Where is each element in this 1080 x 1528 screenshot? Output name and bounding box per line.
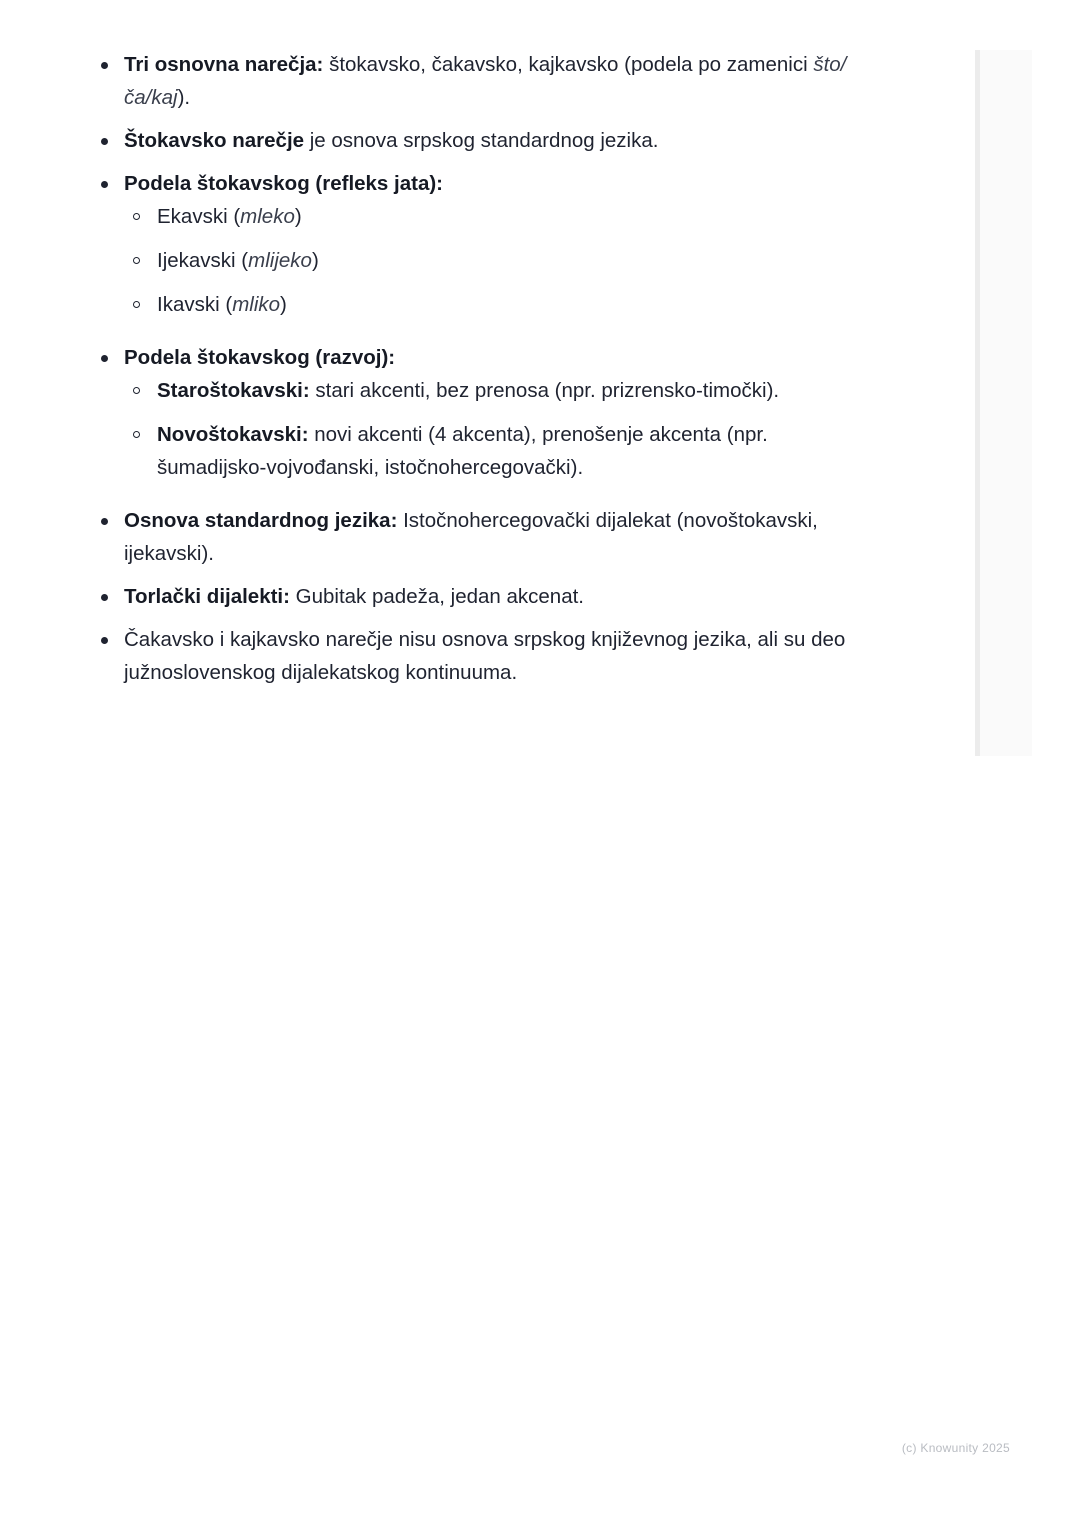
document-content	[0, 48, 860, 699]
sub-item-text: Ijekavski (	[157, 249, 249, 272]
sub-item-italic: mleko	[240, 205, 295, 228]
dialect-list	[0, 48, 860, 689]
sub-item-heading: Staroštokavski:	[157, 379, 310, 402]
item-text-tail: ).	[177, 86, 191, 109]
sublist-item-ijekavski	[157, 244, 860, 277]
item-heading: Štokavsko narečje	[124, 129, 305, 152]
sub-item-tail: )	[294, 205, 302, 228]
side-panel	[975, 50, 1032, 756]
sub-item-tail: )	[280, 293, 287, 316]
list-item-tri-osnovna	[124, 48, 860, 114]
list-item-torlacki	[124, 580, 860, 613]
item-heading: Podela štokavskog (razvoj):	[124, 346, 396, 369]
sub-item-text: Ekavski (	[157, 205, 241, 228]
sublist-refleks-jata	[124, 200, 860, 321]
item-text: je osnova srpskog standardnog jezika.	[304, 129, 659, 152]
sublist-item-ekavski	[157, 200, 860, 233]
item-text: štokavsko, čakavsko, kajkavsko (podela po zamenici	[323, 53, 814, 76]
sub-item-text: novi akcenti (4 akcenta), prenošenje akcenta (npr. šumadijsko-vojvođanski, istočnohercegovački).	[157, 423, 768, 479]
item-heading: Osnova standardnog jezika:	[124, 509, 398, 532]
list-item-osnova-standardnog	[124, 504, 860, 570]
sublist-item-ikavski	[157, 288, 860, 321]
item-heading: Torlački dijalekti:	[124, 585, 290, 608]
sub-item-text: Ikavski (	[157, 293, 233, 316]
copyright-footer: (c) Knowunity 2025	[901, 1441, 1010, 1455]
list-item-stokavsko	[124, 124, 860, 157]
item-text: Istočnohercegovački dijalekat (novoštokavski, ijekavski).	[124, 509, 818, 565]
sublist-razvoj	[124, 374, 860, 484]
item-italic: što/ča/kaj	[124, 53, 847, 109]
sub-item-italic: mlijeko	[248, 249, 312, 272]
list-item-refleks-jata	[124, 167, 860, 321]
sublist-item-starostokavski	[157, 374, 860, 407]
sub-item-tail: )	[311, 249, 319, 272]
sub-item-italic: mliko	[232, 293, 281, 316]
item-text: Gubitak padeža, jedan akcenat.	[289, 585, 584, 608]
list-item-cakavsko-kajkavsko	[124, 623, 860, 689]
sub-item-heading: Novoštokavski:	[157, 423, 309, 446]
item-heading: Podela štokavskog (refleks jata):	[124, 172, 444, 195]
list-item-razvoj	[124, 341, 860, 484]
item-heading: Tri osnovna narečja:	[124, 53, 324, 76]
sublist-item-novostokavski	[157, 418, 860, 484]
sub-item-text: stari akcenti, bez prenosa (npr. prizrensko-timočki).	[309, 379, 780, 402]
item-text: Čakavsko i kajkavsko narečje nisu osnova srpskog književnog jezika, ali su deo južnoslovenskog dijalekatskog kontinuuma.	[124, 628, 846, 684]
